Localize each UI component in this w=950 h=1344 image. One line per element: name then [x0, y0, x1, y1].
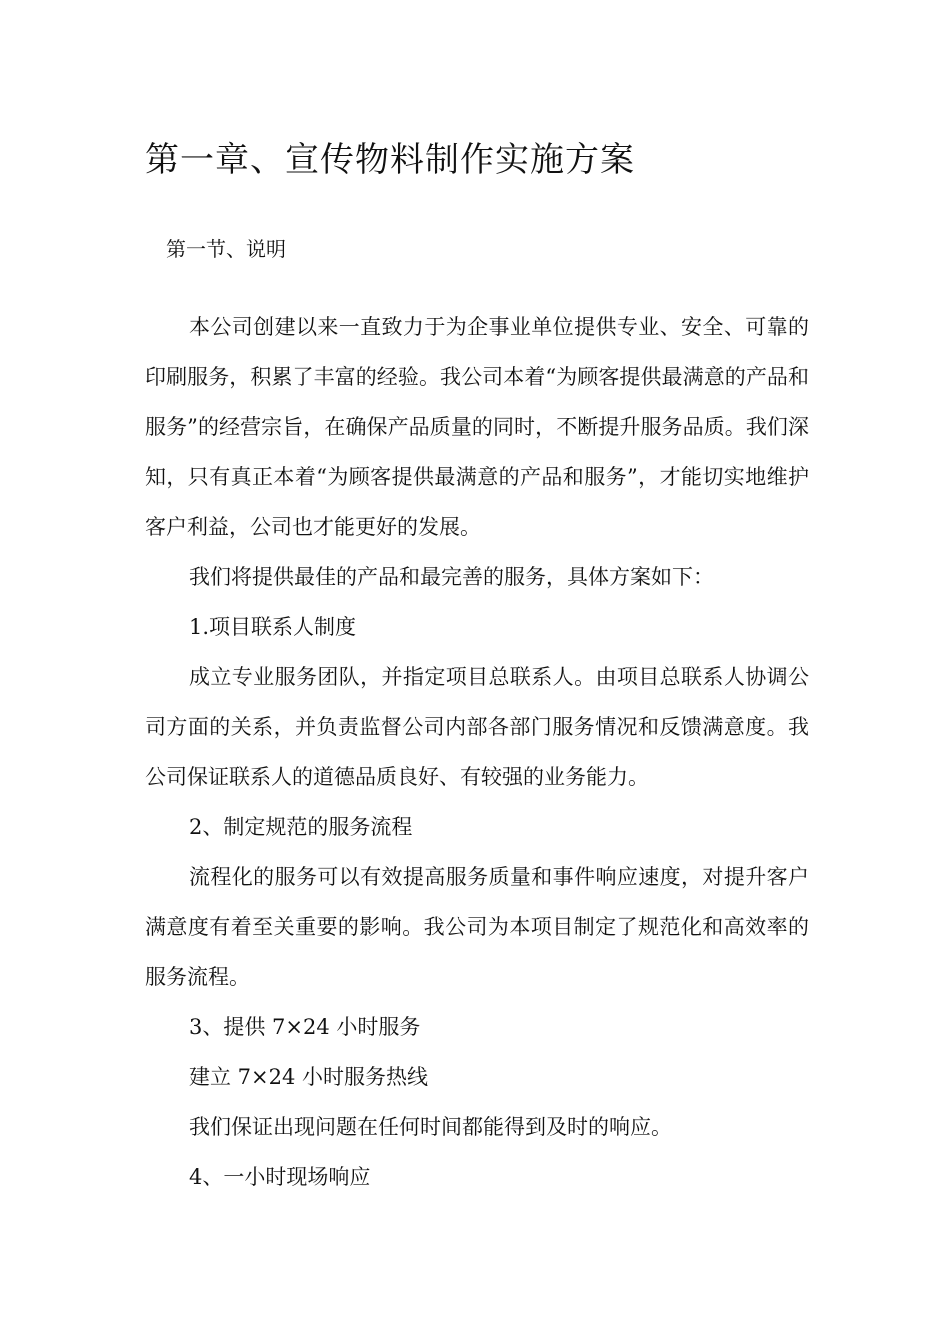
- item-text-3a: 建立 7×24 小时服务热线: [189, 1065, 429, 1089]
- item-heading-3: 3、提供 7×24 小时服务: [189, 1015, 421, 1039]
- intro-paragraph: 本公司创建以来一直致力于为企事业单位提供专业、安全、可靠的印刷服务，积累了丰富的经验。我公司本着“为顾客提供最满意的产品和服务”的经营宗旨，在确保产品质量的同时，不断提升服务品质。我们深知，只有真正本着“为顾客提供最满意的产品和服务”，才能切实地维护客户利益，公司也才能更好的发展。: [145, 315, 809, 539]
- item-text-3b: 我们保证出现问题在任何时间都能得到及时的响应。: [189, 1115, 672, 1139]
- plan-intro: 我们将提供最佳的产品和最完善的服务，具体方案如下：: [189, 565, 714, 589]
- item-heading-2: 2、制定规范的服务流程: [189, 815, 413, 839]
- item-heading-1: 1.项目联系人制度: [189, 615, 357, 639]
- item-text-2: 流程化的服务可以有效提高服务质量和事件响应速度，对提升客户满意度有着至关重要的影响。我公司为本项目制定了规范化和高效率的服务流程。: [145, 865, 809, 989]
- item-text-1: 成立专业服务团队，并指定项目总联系人。由项目总联系人协调公司方面的关系，并负责监督公司内部各部门服务情况和反馈满意度。我公司保证联系人的道德品质良好、有较强的业务能力。: [145, 665, 809, 789]
- document-body: [145, 302, 809, 1202]
- section-title: 第一节、说明: [166, 237, 286, 261]
- chapter-title: 第一章、宣传物料制作实施方案: [145, 140, 635, 180]
- item-heading-4: 4、一小时现场响应: [189, 1165, 371, 1189]
